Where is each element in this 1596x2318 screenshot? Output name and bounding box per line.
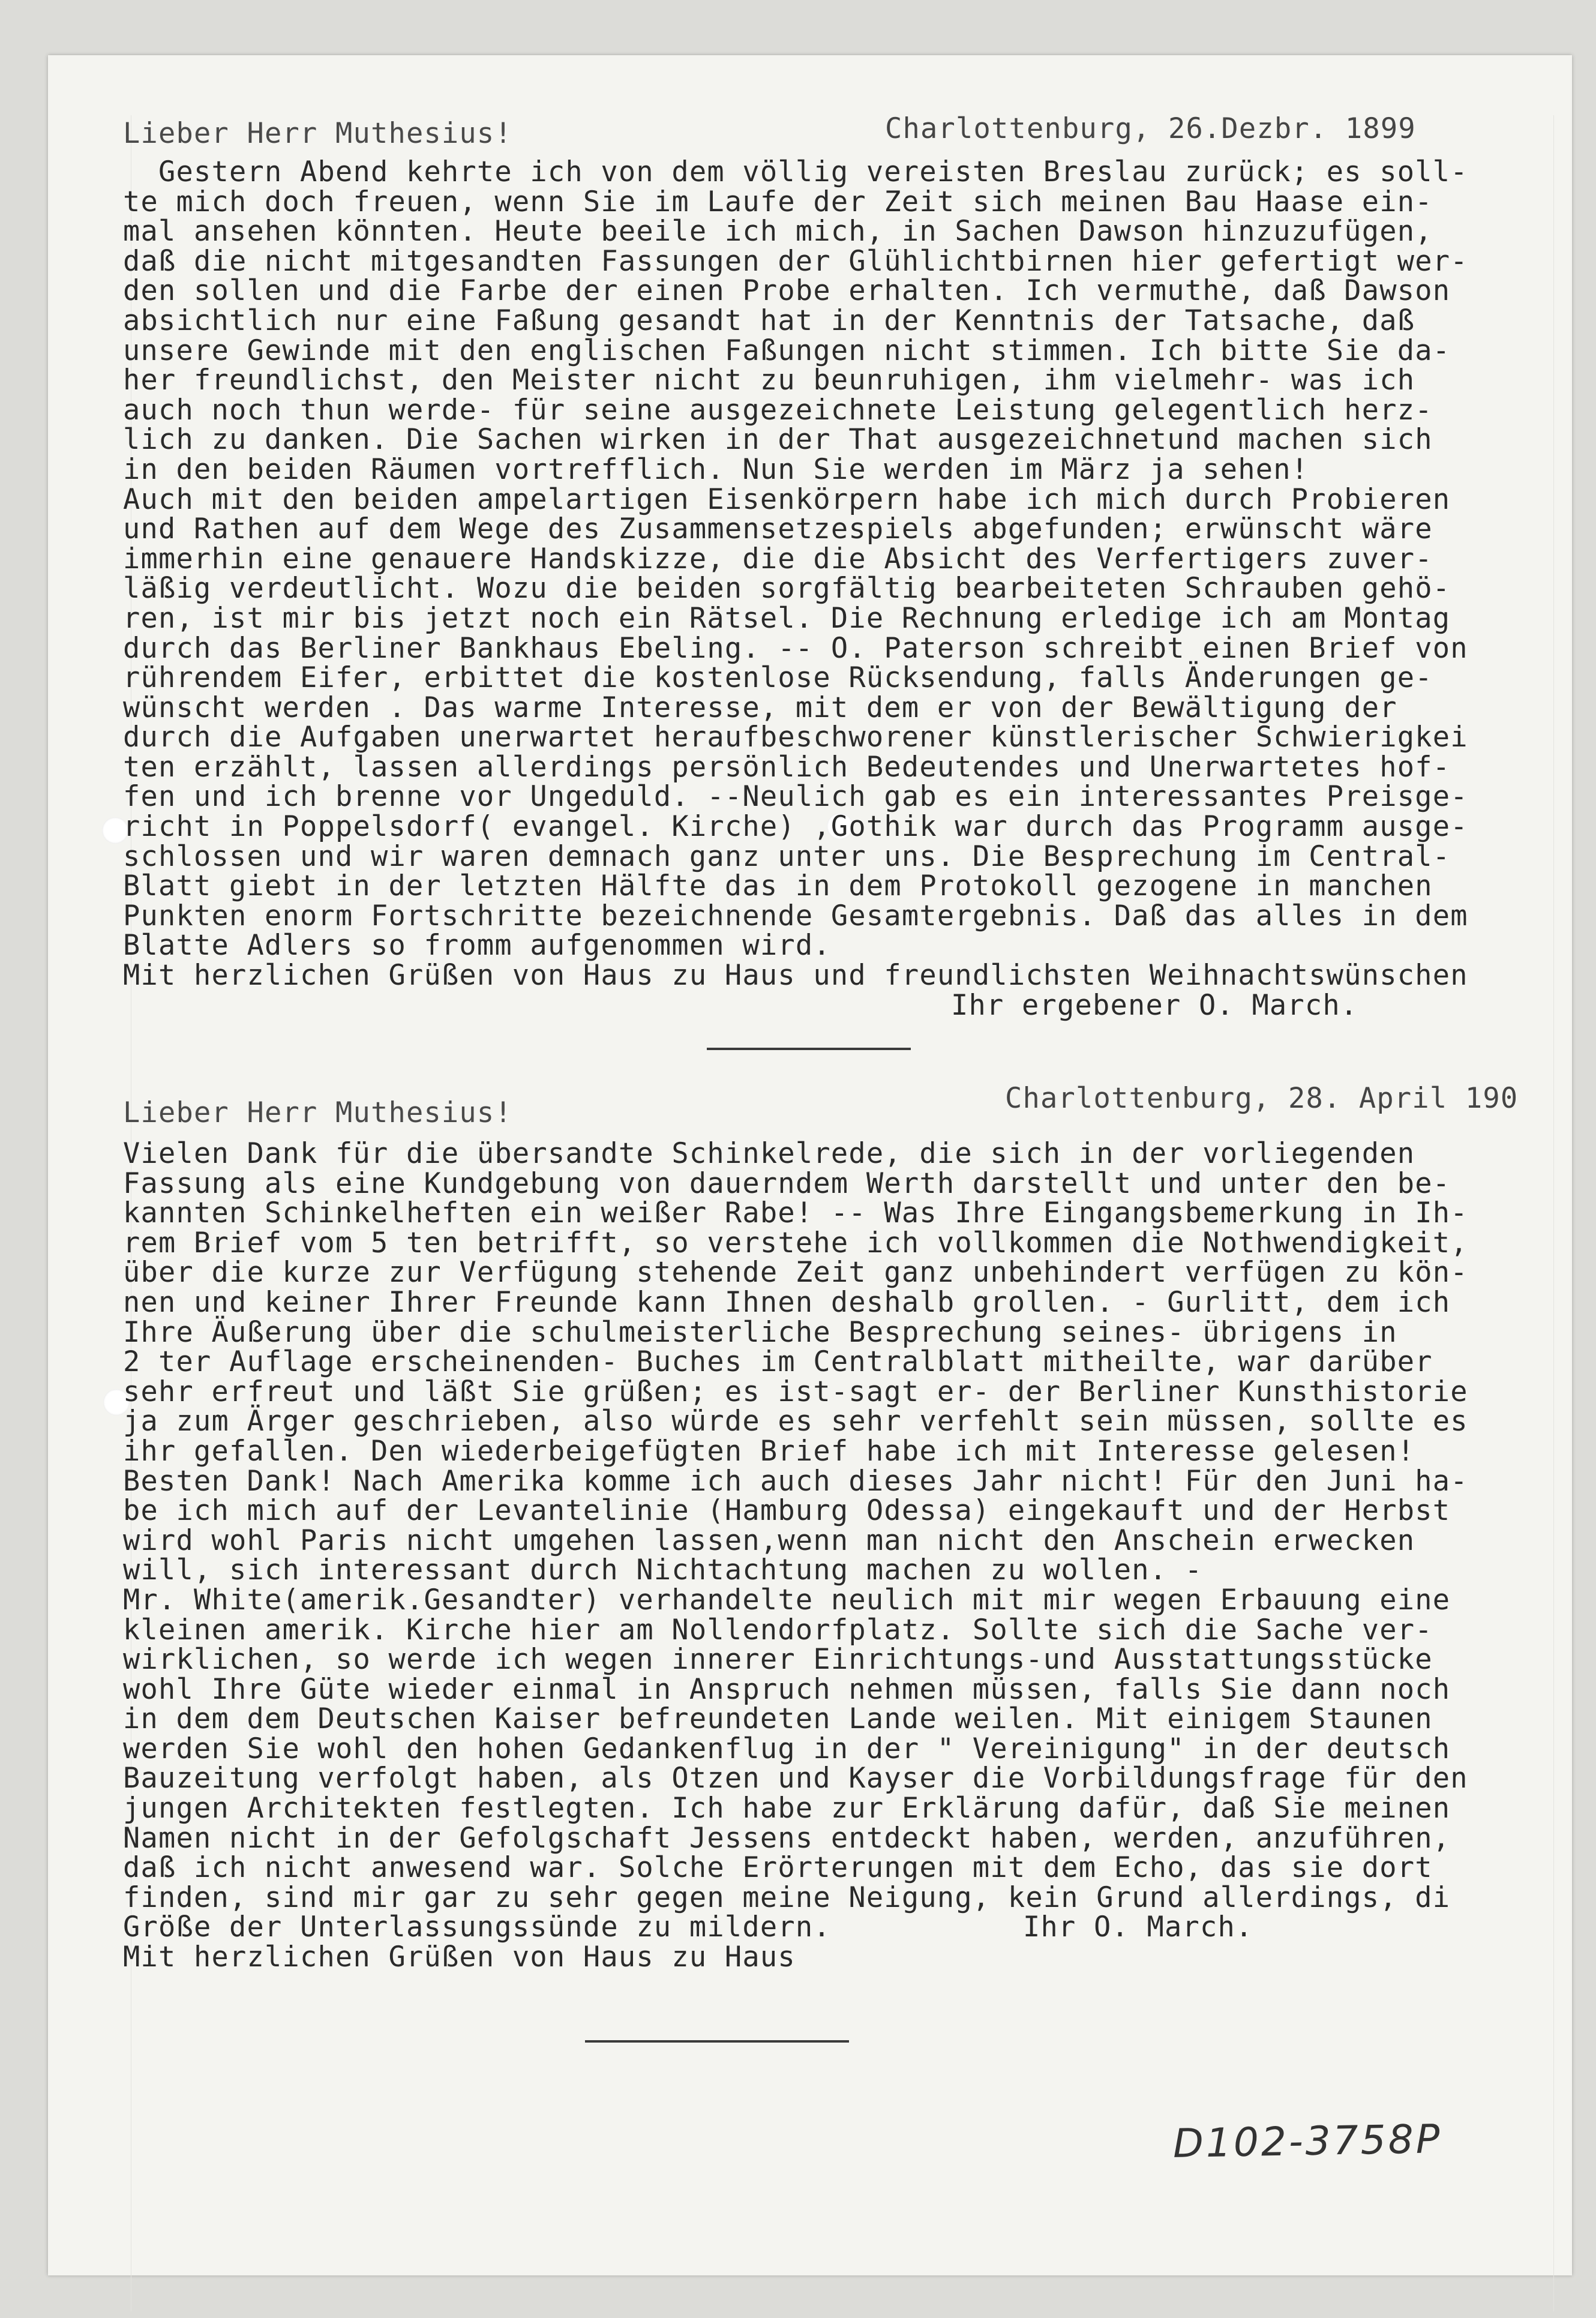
letter-2-line: jungen Architekten festlegten. Ich habe zur Erklärung dafür, daß Sie meinen <box>123 1792 1451 1825</box>
letter-1-line: rührendem Eifer, erbittet die kostenlose Rücksendung, falls Änderungen ge- <box>123 661 1433 695</box>
letter-1-line: wünscht werden . Das warme Interesse, mit dem er von der Bewältigung der <box>123 691 1397 724</box>
letter-2-line: Fassung als eine Kundgebung von dauerndem Werth darstellt und unter den be- <box>123 1167 1451 1200</box>
letter-1-line: lich zu danken. Die Sachen wirken in der That ausgezeichnetund machen sich <box>123 423 1433 457</box>
letter-2-line: Mr. White(amerik.Gesandter) verhandelte neulich mit mir wegen Erbauung eine <box>123 1583 1451 1617</box>
letter-1-line: ren, ist mir bis jetzt noch ein Rätsel. Die Rechnung erledige ich am Montag <box>123 601 1451 635</box>
letter-1-line: daß die nicht mitgesandten Fassungen der Glühlichtbirnen hier gefertigt wer- <box>123 244 1468 278</box>
letter-2-line: Mit herzlichen Grüßen von Haus zu Haus <box>123 1941 796 1974</box>
letter-2-line: ihr gefallen. Den wiederbeigefügten Brief habe ich mit Interesse gelesen! <box>123 1434 1415 1468</box>
letter-1-line: läßig verdeutlicht. Wozu die beiden sorgfältig bearbeiteten Schrauben gehö- <box>123 572 1451 605</box>
letter-1-line: unsere Gewinde mit den englischen Faßungen nicht stimmen. Ich bitte Sie da- <box>123 334 1451 367</box>
letter-2-line: Größe der Unterlassungssünde zu mildern. <box>123 1911 831 1944</box>
letter-2-line: will, sich interessant durch Nichtachtung machen zu wollen. - <box>123 1554 1203 1587</box>
letter-1-line: Auch mit den beiden ampelartigen Eisenkörpern habe ich mich durch Probieren <box>123 482 1451 516</box>
letter-2-line: rem Brief vom 5 ten betrifft, so verstehe ich vollkommen die Nothwendigkeit, <box>123 1226 1468 1260</box>
letter-2-signature: Ihr O. March. <box>1023 1911 1253 1944</box>
letter-2-line: Bauzeitung verfolgt haben, als Otzen und Kayser die Vorbildungsfrage für den <box>123 1762 1468 1795</box>
letter-2-line: Namen nicht in der Gefolgschaft Jessens entdeckt haben, werden, anzuführen, <box>123 1821 1451 1855</box>
letter-1-line: schlossen und wir waren demnach ganz unter uns. Die Besprechung im Central- <box>123 839 1451 873</box>
letter-1-salutation: Lieber Herr Muthesius! <box>123 117 512 150</box>
letter-1-line: durch das Berliner Bankhaus Ebeling. -- O. Paterson schreibt einen Brief von <box>123 631 1468 665</box>
letter-2-line: werden Sie wohl den hohen Gedankenflug in der " Vereinigung" in der deutsch <box>123 1732 1451 1765</box>
letter-2-line: sehr erfreut und läßt Sie grüßen; es ist-sagt er- der Berliner Kunsthistorie <box>123 1375 1468 1408</box>
letter-1-header <box>123 112 1551 157</box>
letter-2-line: kannten Schinkelheften ein weißer Rabe! -- Was Ihre Eingangsbemerkung in Ih- <box>123 1197 1468 1230</box>
letter-2-line: nen und keiner Ihrer Freunde kann Ihnen deshalb grollen. - Gurlitt, dem ich <box>123 1285 1451 1319</box>
letter-1-line: te mich doch freuen, wenn Sie im Laufe der Zeit sich meinen Bau Haase ein- <box>123 185 1433 218</box>
letter-1-signature: Ihr ergebener O. March. <box>951 988 1358 1022</box>
letter-2-line: wirklichen, so werde ich wegen innerer Einrichtungs-und Ausstattungsstücke <box>123 1643 1433 1677</box>
letter-1-place-date: Charlottenburg, 26.Dezbr. 1899 <box>885 112 1416 145</box>
letter-2-line: kleinen amerik. Kirche hier am Nollendorfplatz. Sollte sich die Sache ver- <box>123 1613 1433 1647</box>
letter-1-end-rule <box>707 1048 911 1050</box>
letter-1-body <box>123 157 1551 1020</box>
letter-1-line: den sollen und die Farbe der einen Probe erhalten. Ich vermuthe, daß Dawson <box>123 274 1451 308</box>
letter-1-line: Punkten enorm Fortschritte bezeichnende Gesamtergebnis. Daß das alles in dem <box>123 899 1468 932</box>
letter-2-line: ja zum Ärger geschrieben, also würde es sehr verfehlt sein müssen, sollte es <box>123 1405 1468 1438</box>
archive-stamp: D102-3758P <box>1172 2116 1443 2167</box>
letter-2-line: finden, sind mir gar zu sehr gegen meine Neigung, kein Grund allerdings, di <box>123 1881 1451 1914</box>
letter-2-end-rule <box>585 2040 849 2043</box>
letter-1-line: richt in Poppelsdorf( evangel. Kirche) ,Gothik war durch das Programm ausge- <box>123 810 1468 844</box>
letter-1-line: auch noch thun werde- für seine ausgezeichnete Leistung gelegentlich herz- <box>123 393 1433 427</box>
letter-1-line: absichtlich nur eine Faßung gesandt hat in der Kenntnis der Tatsache, daß <box>123 304 1415 337</box>
letter-2-line: Ihre Äußerung über die schulmeisterliche Besprechung seines- übrigens in <box>123 1315 1397 1349</box>
letter-2-body <box>123 1139 1551 1972</box>
letter-2-line: 2 ter Auflage erscheinenden- Buches im Centralblatt mitheilte, war darüber <box>123 1345 1433 1379</box>
letter-1-line: fen und ich brenne vor Ungeduld. --Neulich gab es ein interessantes Preisge- <box>123 780 1468 814</box>
letter-2-line: über die kurze zur Verfügung stehende Zeit ganz unbehindert verfügen zu kön- <box>123 1256 1468 1290</box>
letter-2-line: wird wohl Paris nicht umgehen lassen,wenn man nicht den Anschein erwecken <box>123 1524 1415 1557</box>
letter-2 <box>123 1082 1551 1974</box>
letter-1-line: her freundlichst, den Meister nicht zu beunruhigen, ihm vielmehr- was ich <box>123 364 1415 397</box>
letter-1-line: mal ansehen könnten. Heute beeile ich mich, in Sachen Dawson hinzuzufügen, <box>123 215 1433 248</box>
letter-2-line: wohl Ihre Güte wieder einmal in Anspruch nehmen müssen, falls Sie dann noch <box>123 1672 1451 1706</box>
letter-2-salutation: Lieber Herr Muthesius! <box>123 1096 512 1129</box>
letter-2-line: Besten Dank! Nach Amerika komme ich auch dieses Jahr nicht! Für den Juni ha- <box>123 1464 1468 1498</box>
letter-2-line: be ich mich auf der Levantelinie (Hamburg Odessa) eingekauft und der Herbst <box>123 1494 1451 1528</box>
letter-2-line: in dem dem Deutschen Kaiser befreundeten Lande weilen. Mit einigem Staunen <box>123 1702 1433 1736</box>
letter-1 <box>123 112 1551 1022</box>
letter-1-line: und Rathen auf dem Wege des Zusammensetzespiels abgefunden; erwünscht wäre <box>123 512 1433 546</box>
letter-2-line: daß ich nicht anwesend war. Solche Erörterungen mit dem Echo, das sie dort <box>123 1851 1433 1885</box>
letter-2-header <box>123 1082 1551 1139</box>
letter-1-line: immerhin eine genauere Handskizze, die die Absicht des Verfertigers zuver- <box>123 542 1433 575</box>
letter-1-line: Blatte Adlers so fromm aufgenommen wird. <box>123 929 831 962</box>
letter-1-line: ten erzählt, lassen allerdings persönlich Bedeutendes und Unerwartetes hof- <box>123 750 1451 784</box>
letter-1-line: Blatt giebt in der letzten Hälfte das in dem Protokoll gezogene in manchen <box>123 869 1433 903</box>
letter-2-line: Vielen Dank für die übersandte Schinkelrede, die sich in der vorliegenden <box>123 1137 1415 1170</box>
letter-1-line: Gestern Abend kehrte ich von dem völlig vereisten Breslau zurück; es soll- <box>123 155 1468 188</box>
letter-1-line: in den beiden Räumen vortrefflich. Nun Sie werden im März ja sehen! <box>123 452 1309 486</box>
letter-1-line: durch die Aufgaben unerwartet heraufbeschworener künstlerischer Schwierigkei <box>123 721 1468 754</box>
letter-2-place-date: Charlottenburg, 28. April 190 <box>1005 1082 1519 1115</box>
letter-1-line: Mit herzlichen Grüßen von Haus zu Haus und freundlichsten Weihnachtswünschen <box>123 959 1468 992</box>
